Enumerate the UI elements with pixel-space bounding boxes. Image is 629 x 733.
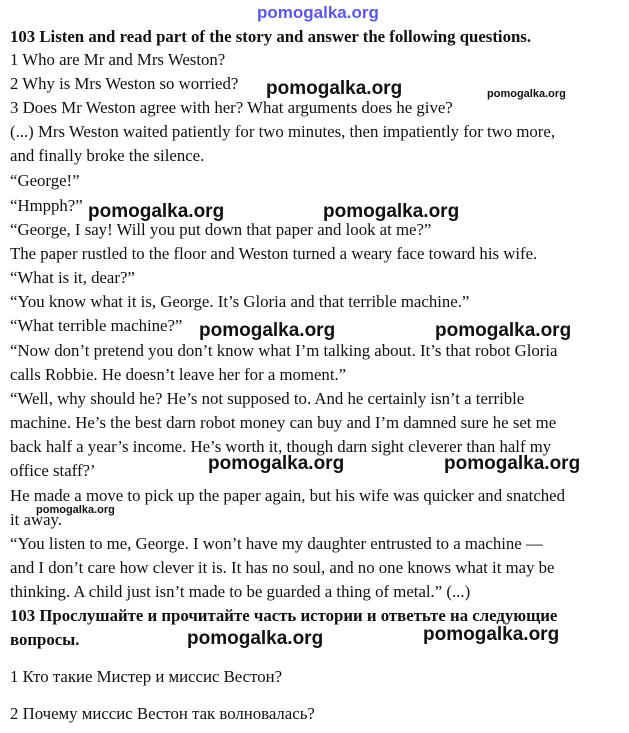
story-line: machine. He’s the best darn robot money can buy and I’m damned sure he set me: [10, 413, 557, 432]
watermark-logo: pomogalka.org: [444, 453, 581, 474]
question-3: 3 Does Mr Weston agree with her? What arguments does he give?: [10, 98, 453, 117]
watermark-logo: pomogalka.org: [199, 320, 336, 341]
watermark-logo: pomogalka.org: [208, 453, 345, 474]
story-line: He made a move to pick up the paper again, but his wife was quicker and snatched: [10, 486, 565, 505]
story-line: back half a year’s income. He’s worth it, though darn sight cleverer than half my: [10, 437, 552, 456]
translated-question-1: 1 Кто такие Мистер и миссис Вестон?: [10, 667, 283, 686]
story-line: “George!”: [10, 171, 80, 190]
story-line: and finally broke the silence.: [10, 146, 205, 165]
story-line: “Well, why should he? He’s not supposed to. And he certainly isn’t a terrible: [10, 389, 525, 408]
watermark-logo: pomogalka.org: [323, 201, 460, 222]
story-line: The paper rustled to the floor and Weston turned a weary face toward his wife.: [10, 244, 538, 263]
story-line: “What terrible machine?”: [10, 316, 183, 335]
question-2: 2 Why is Mrs Weston so worried?: [10, 74, 239, 93]
translation-heading-cont: вопросы.: [10, 630, 80, 649]
translated-question-2: 2 Почему миссис Вестон так волновалась?: [10, 704, 315, 723]
story-line: (...) Mrs Weston waited patiently for two minutes, then impatiently for two more,: [10, 122, 556, 141]
watermark-logo: pomogalka.org: [423, 624, 560, 645]
watermark-logo: pomogalka.org: [187, 628, 324, 649]
exercise-heading: 103 Listen and read part of the story and answer the following questions.: [10, 27, 532, 46]
story-line: “What is it, dear?”: [10, 268, 135, 287]
watermark-logo: pomogalka.org: [257, 3, 379, 22]
story-line: “Hmpph?”: [10, 196, 83, 215]
watermark-logo: pomogalka.org: [36, 504, 115, 516]
story-line: calls Robbie. He doesn’t leave her for a moment.”: [10, 365, 347, 384]
watermark-logo: pomogalka.org: [266, 78, 403, 99]
story-line: office staff?’: [10, 461, 96, 480]
story-line: and I don’t care how clever it is. It has no soul, and no one knows what it may be: [10, 558, 555, 577]
translation-heading: 103 Прослушайте и прочитайте часть истории и ответьте на следующие: [10, 606, 558, 625]
story-line: “Now don’t pretend you don’t know what I’m talking about. It’s that robot Gloria: [10, 341, 558, 360]
story-line: “You listen to me, George. I won’t have my daughter entrusted to a machine —: [10, 534, 543, 553]
story-line: “George, I say! Will you put down that paper and look at me?”: [10, 220, 432, 239]
story-line: thinking. A child just isn’t made to be guarded a thing of metal.” (...): [10, 582, 471, 601]
watermark-logo: pomogalka.org: [435, 320, 572, 341]
watermark-logo: pomogalka.org: [487, 88, 566, 100]
watermark-logo: pomogalka.org: [88, 201, 225, 222]
story-line: “You know what it is, George. It’s Gloria and that terrible machine.”: [10, 292, 470, 311]
story-line: it away.: [10, 510, 63, 529]
question-1: 1 Who are Mr and Mrs Weston?: [10, 50, 226, 69]
